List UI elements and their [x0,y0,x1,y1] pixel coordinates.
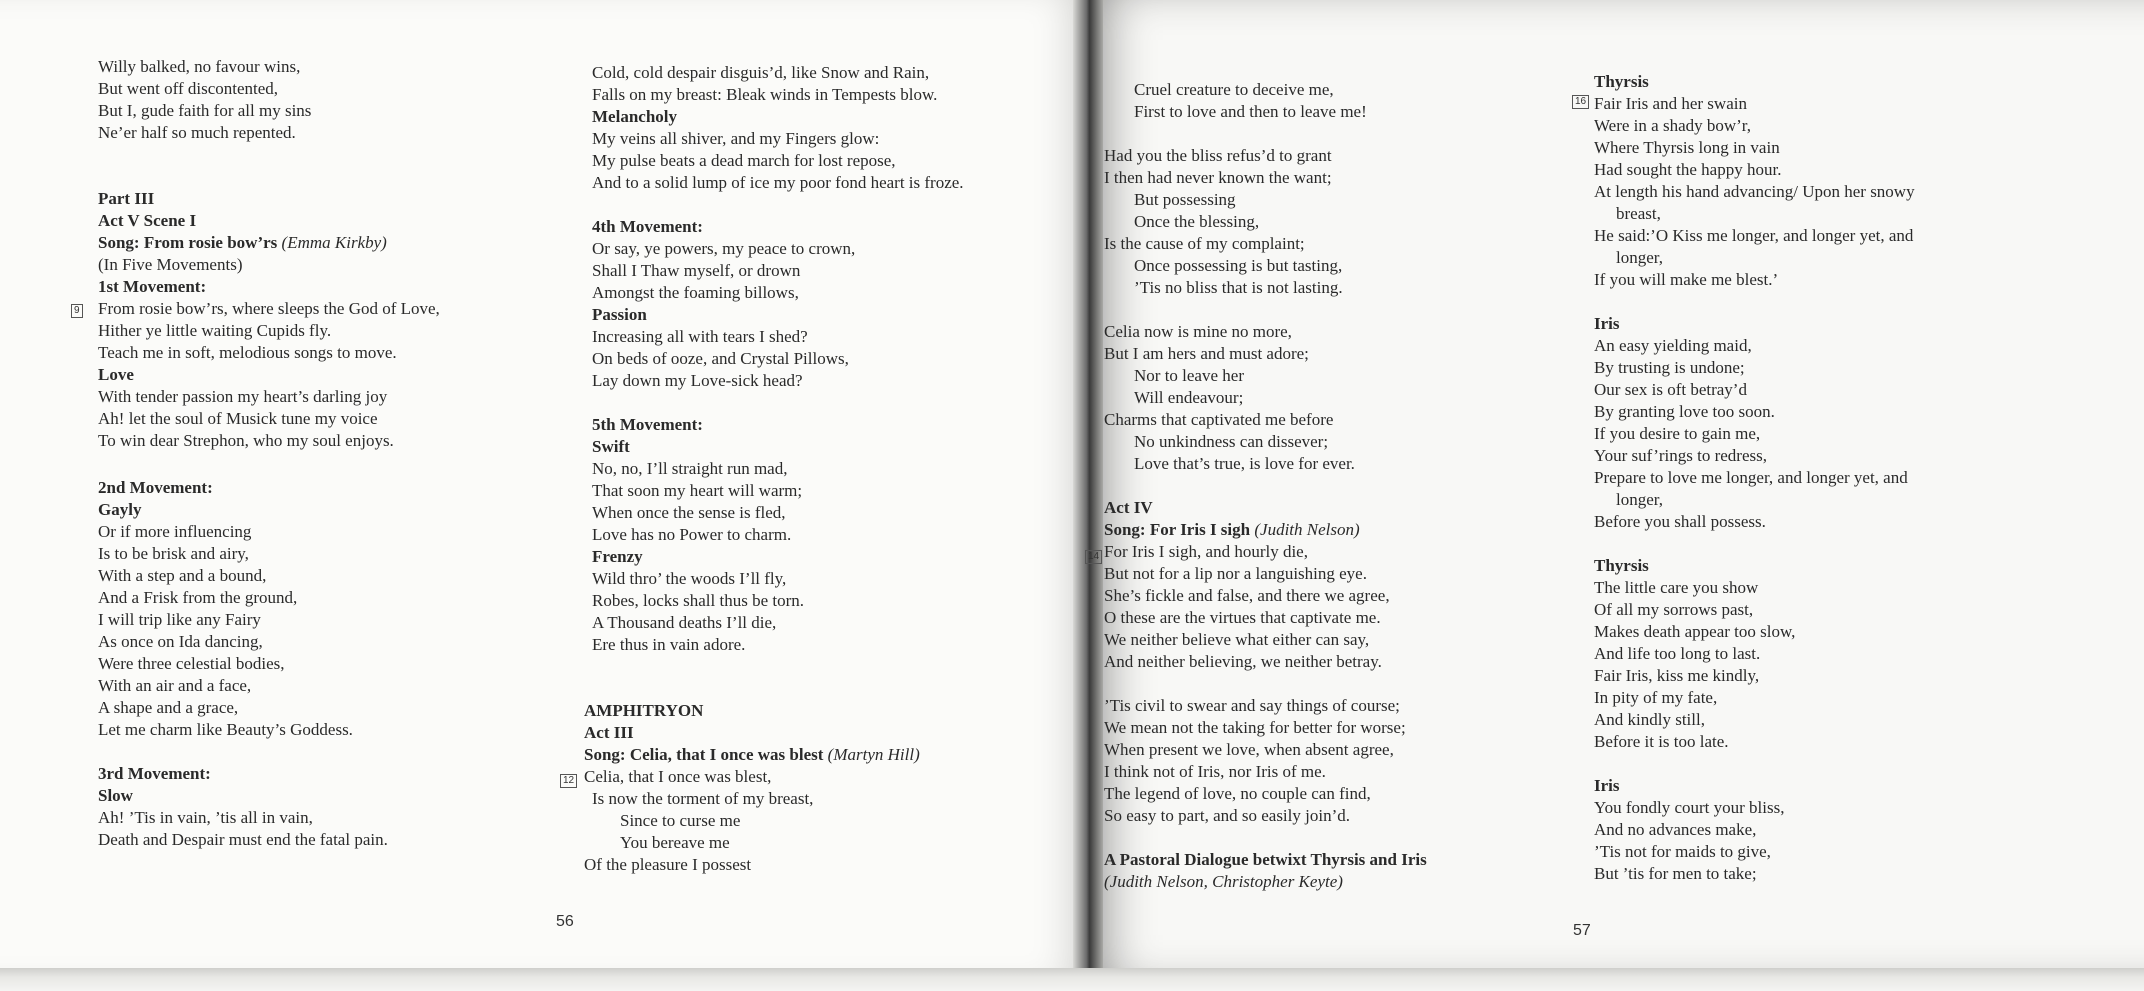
text-line: Charms that captivated me before [1104,410,1334,429]
text-line: Makes death appear too slow, [1594,622,1796,641]
speaker-heading: Thyrsis [1594,72,1649,91]
text-line: Willy balked, no favour wins, [98,57,301,76]
text-line: Were three celestial bodies, [98,654,285,673]
text-line: The little care you show [1594,578,1759,597]
page-bottom-edge [0,968,2144,991]
text-line: Ah! let the soul of Musick tune my voice [98,409,378,428]
text-line: If you will make me blest.’ [1594,270,1779,289]
text-line: And kindly still, [1594,710,1705,729]
song-credit: (Martyn Hill) [827,745,920,764]
text-line: And neither believing, we neither betray. [1104,652,1382,671]
section-heading: Melancholy [592,107,677,126]
text-line: Ah! ’Tis in vain, ’tis all in vain, [98,808,313,827]
text-line: longer, [1616,490,1663,509]
text-line: My veins all shiver, and my Fingers glow: [592,129,880,148]
text-line: No, no, I’ll straight run mad, [592,459,788,478]
text-line: Once possessing is but tasting, [1134,256,1343,275]
movements-note: (In Five Movements) [98,255,243,274]
text-line: A Thousand deaths I’ll die, [592,613,777,632]
movement-heading: 3rd Movement: [98,764,211,783]
text-line: Is to be brisk and airy, [98,544,249,563]
section-heading: Swift [592,437,630,456]
text-line: And life too long to last. [1594,644,1761,663]
song-credit: (Emma Kirkby) [281,233,387,252]
work-heading: AMPHITRYON [584,701,704,720]
text-line: Will endeavour; [1134,388,1244,407]
text-line: But ’tis for men to take; [1594,864,1757,883]
speaker-heading: Iris [1594,776,1620,795]
text-line: Celia, that I once was blest, [584,767,772,786]
text-line: Prepare to love me longer, and longer yet, and [1594,468,1908,487]
text-line: Your suf’rings to redress, [1594,446,1767,465]
speaker-heading: Thyrsis [1594,556,1649,575]
text-line: For Iris I sigh, and hourly die, [1104,542,1308,561]
text-line: Fair Iris and her swain [1594,94,1747,113]
speaker-heading: Iris [1594,314,1620,333]
section-heading: Slow [98,786,133,805]
text-line: When once the sense is fled, [592,503,786,522]
text-line: Love that’s true, is love for ever. [1134,454,1355,473]
text-line: My pulse beats a dead march for lost repose, [592,151,896,170]
text-line: On beds of ooze, and Crystal Pillows, [592,349,849,368]
text-line: Hither ye little waiting Cupids fly. [98,321,332,340]
act-heading: Act V Scene I [98,211,197,230]
dialogue-heading: A Pastoral Dialogue betwixt Thyrsis and Iris [1104,850,1427,869]
text-line: Fair Iris, kiss me kindly, [1594,666,1760,685]
text-line: A shape and a grace, [98,698,239,717]
text-line: When present we love, when absent agree, [1104,740,1394,759]
section-heading: Love [98,365,134,384]
movement-heading: 1st Movement: [98,277,207,296]
song-title: Song: For Iris I sigh [1104,520,1251,539]
text-line: You bereave me [620,833,730,852]
text-line: O these are the virtues that captivate me. [1104,608,1381,627]
text-line: And to a solid lump of ice my poor fond heart is froze. [592,173,964,192]
song-heading [98,232,440,254]
text-line: We neither believe what either can say, [1104,630,1370,649]
section-heading: Passion [592,305,647,324]
text-line: I will trip like any Fairy [98,610,261,629]
text-line: Since to curse me [620,811,741,830]
text-line: Of all my sorrows past, [1594,600,1754,619]
text-line: An easy yielding maid, [1594,336,1752,355]
text-line: Where Thyrsis long in vain [1594,138,1780,157]
text-line: But not for a lip nor a languishing eye. [1104,564,1367,583]
text-line: Or if more influencing [98,522,252,541]
text-line: The legend of love, no couple can find, [1104,784,1371,803]
text-line: Or say, ye powers, my peace to crown, [592,239,856,258]
left-col-2 [584,62,964,876]
text-line: breast, [1616,204,1661,223]
dialogue-credit: (Judith Nelson, Christopher Keyte) [1104,872,1343,891]
song-title: Song: From rosie bow’rs [98,233,278,252]
right-col-1 [1104,79,1427,893]
text-line: With a step and a bound, [98,566,267,585]
track-number-badge: 16 [1572,95,1589,109]
text-line: But possessing [1134,190,1236,209]
text-line: ’Tis not for maids to give, [1594,842,1771,861]
text-line: Celia now is mine no more, [1104,322,1292,341]
section-heading: Gayly [98,500,142,519]
act-heading: Act III [584,723,634,742]
text-line: Were in a shady bow’r, [1594,116,1752,135]
text-line: With an air and a face, [98,676,252,695]
movement-heading: 4th Movement: [592,217,703,236]
text-line: From rosie bow’rs, where sleeps the God of Love, [98,299,440,318]
page-number: 56 [556,913,574,930]
song-credit: (Judith Nelson) [1254,520,1360,539]
text-line: But I am hers and must adore; [1104,344,1309,363]
track-number-badge: 14 [1085,550,1102,564]
text-line: She’s fickle and false, and there we agree, [1104,586,1390,605]
text-line: Cold, cold despair disguis’d, like Snow and Rain, [592,63,930,82]
text-line: Is the cause of my complaint; [1104,234,1305,253]
text-line: By trusting is undone; [1594,358,1745,377]
text-line: Robes, locks shall thus be torn. [592,591,805,610]
text-line: Cruel creature to deceive me, [1134,80,1334,99]
right-col-2 [1594,71,1915,885]
text-line: I then had never known the want; [1104,168,1332,187]
text-line: Let me charm like Beauty’s Goddess. [98,720,353,739]
text-line: To win dear Strephon, who my soul enjoys. [98,431,394,450]
text-line: ’Tis civil to swear and say things of course; [1104,696,1400,715]
section-heading: Frenzy [592,547,643,566]
act-heading: Act IV [1104,498,1153,517]
text-line: Had sought the happy hour. [1594,160,1782,179]
text-line: Lay down my Love-sick head? [592,371,803,390]
text-line: Falls on my breast: Bleak winds in Tempests blow. [592,85,938,104]
text-line: And no advances make, [1594,820,1757,839]
text-line: ’Tis no bliss that is not lasting. [1134,278,1343,297]
text-line: If you desire to gain me, [1594,424,1761,443]
text-line: Had you the bliss refus’d to grant [1104,146,1332,165]
text-line: So easy to part, and so easily join’d. [1104,806,1350,825]
text-line: That soon my heart will warm; [592,481,803,500]
text-line: Love has no Power to charm. [592,525,792,544]
book-gutter [1073,0,1103,975]
song-heading [1104,519,1427,541]
text-line: He said:’O Kiss me longer, and longer yet, and [1594,226,1914,245]
text-line: But went off discontented, [98,79,279,98]
text-line: Increasing all with tears I shed? [592,327,808,346]
text-line: Amongst the foaming billows, [592,283,799,302]
left-col-1 [98,56,440,851]
text-line: And a Frisk from the ground, [98,588,298,607]
text-line: In pity of my fate, [1594,688,1718,707]
text-line: At length his hand advancing/ Upon her snowy [1594,182,1915,201]
text-line: longer, [1616,248,1663,267]
text-line: I think not of Iris, nor Iris of me. [1104,762,1326,781]
part-heading: Part III [98,189,155,208]
text-line: Shall I Thaw myself, or drown [592,261,801,280]
text-line: By granting love too soon. [1594,402,1775,421]
text-line: You fondly court your bliss, [1594,798,1785,817]
text-line: Ne’er half so much repented. [98,123,296,142]
movement-heading: 5th Movement: [592,415,703,434]
track-number-badge: 12 [560,774,577,788]
movement-heading: 2nd Movement: [98,478,213,497]
text-line: We mean not the taking for better for worse; [1104,718,1406,737]
track-number-badge: 9 [71,304,83,318]
text-line: Nor to leave her [1134,366,1244,385]
text-line: Wild thro’ the woods I’ll fly, [592,569,787,588]
text-line: Before you shall possess. [1594,512,1766,531]
text-line: Our sex is oft betray’d [1594,380,1747,399]
song-title: Song: Celia, that I once was blest [584,745,824,764]
text-line: Of the pleasure I possest [584,855,752,874]
song-heading [584,744,964,766]
text-line: Is now the torment of my breast, [592,789,814,808]
page-number: 57 [1573,922,1591,939]
text-line: Before it is too late. [1594,732,1729,751]
text-line: No unkindness can dissever; [1134,432,1329,451]
text-line: But I, gude faith for all my sins [98,101,312,120]
text-line: Death and Despair must end the fatal pain. [98,830,388,849]
text-line: Once the blessing, [1134,212,1260,231]
text-line: First to love and then to leave me! [1134,102,1367,121]
text-line: As once on Ida dancing, [98,632,263,651]
text-line: With tender passion my heart’s darling joy [98,387,388,406]
text-line: Ere thus in vain adore. [592,635,746,654]
text-line: Teach me in soft, melodious songs to move. [98,343,397,362]
